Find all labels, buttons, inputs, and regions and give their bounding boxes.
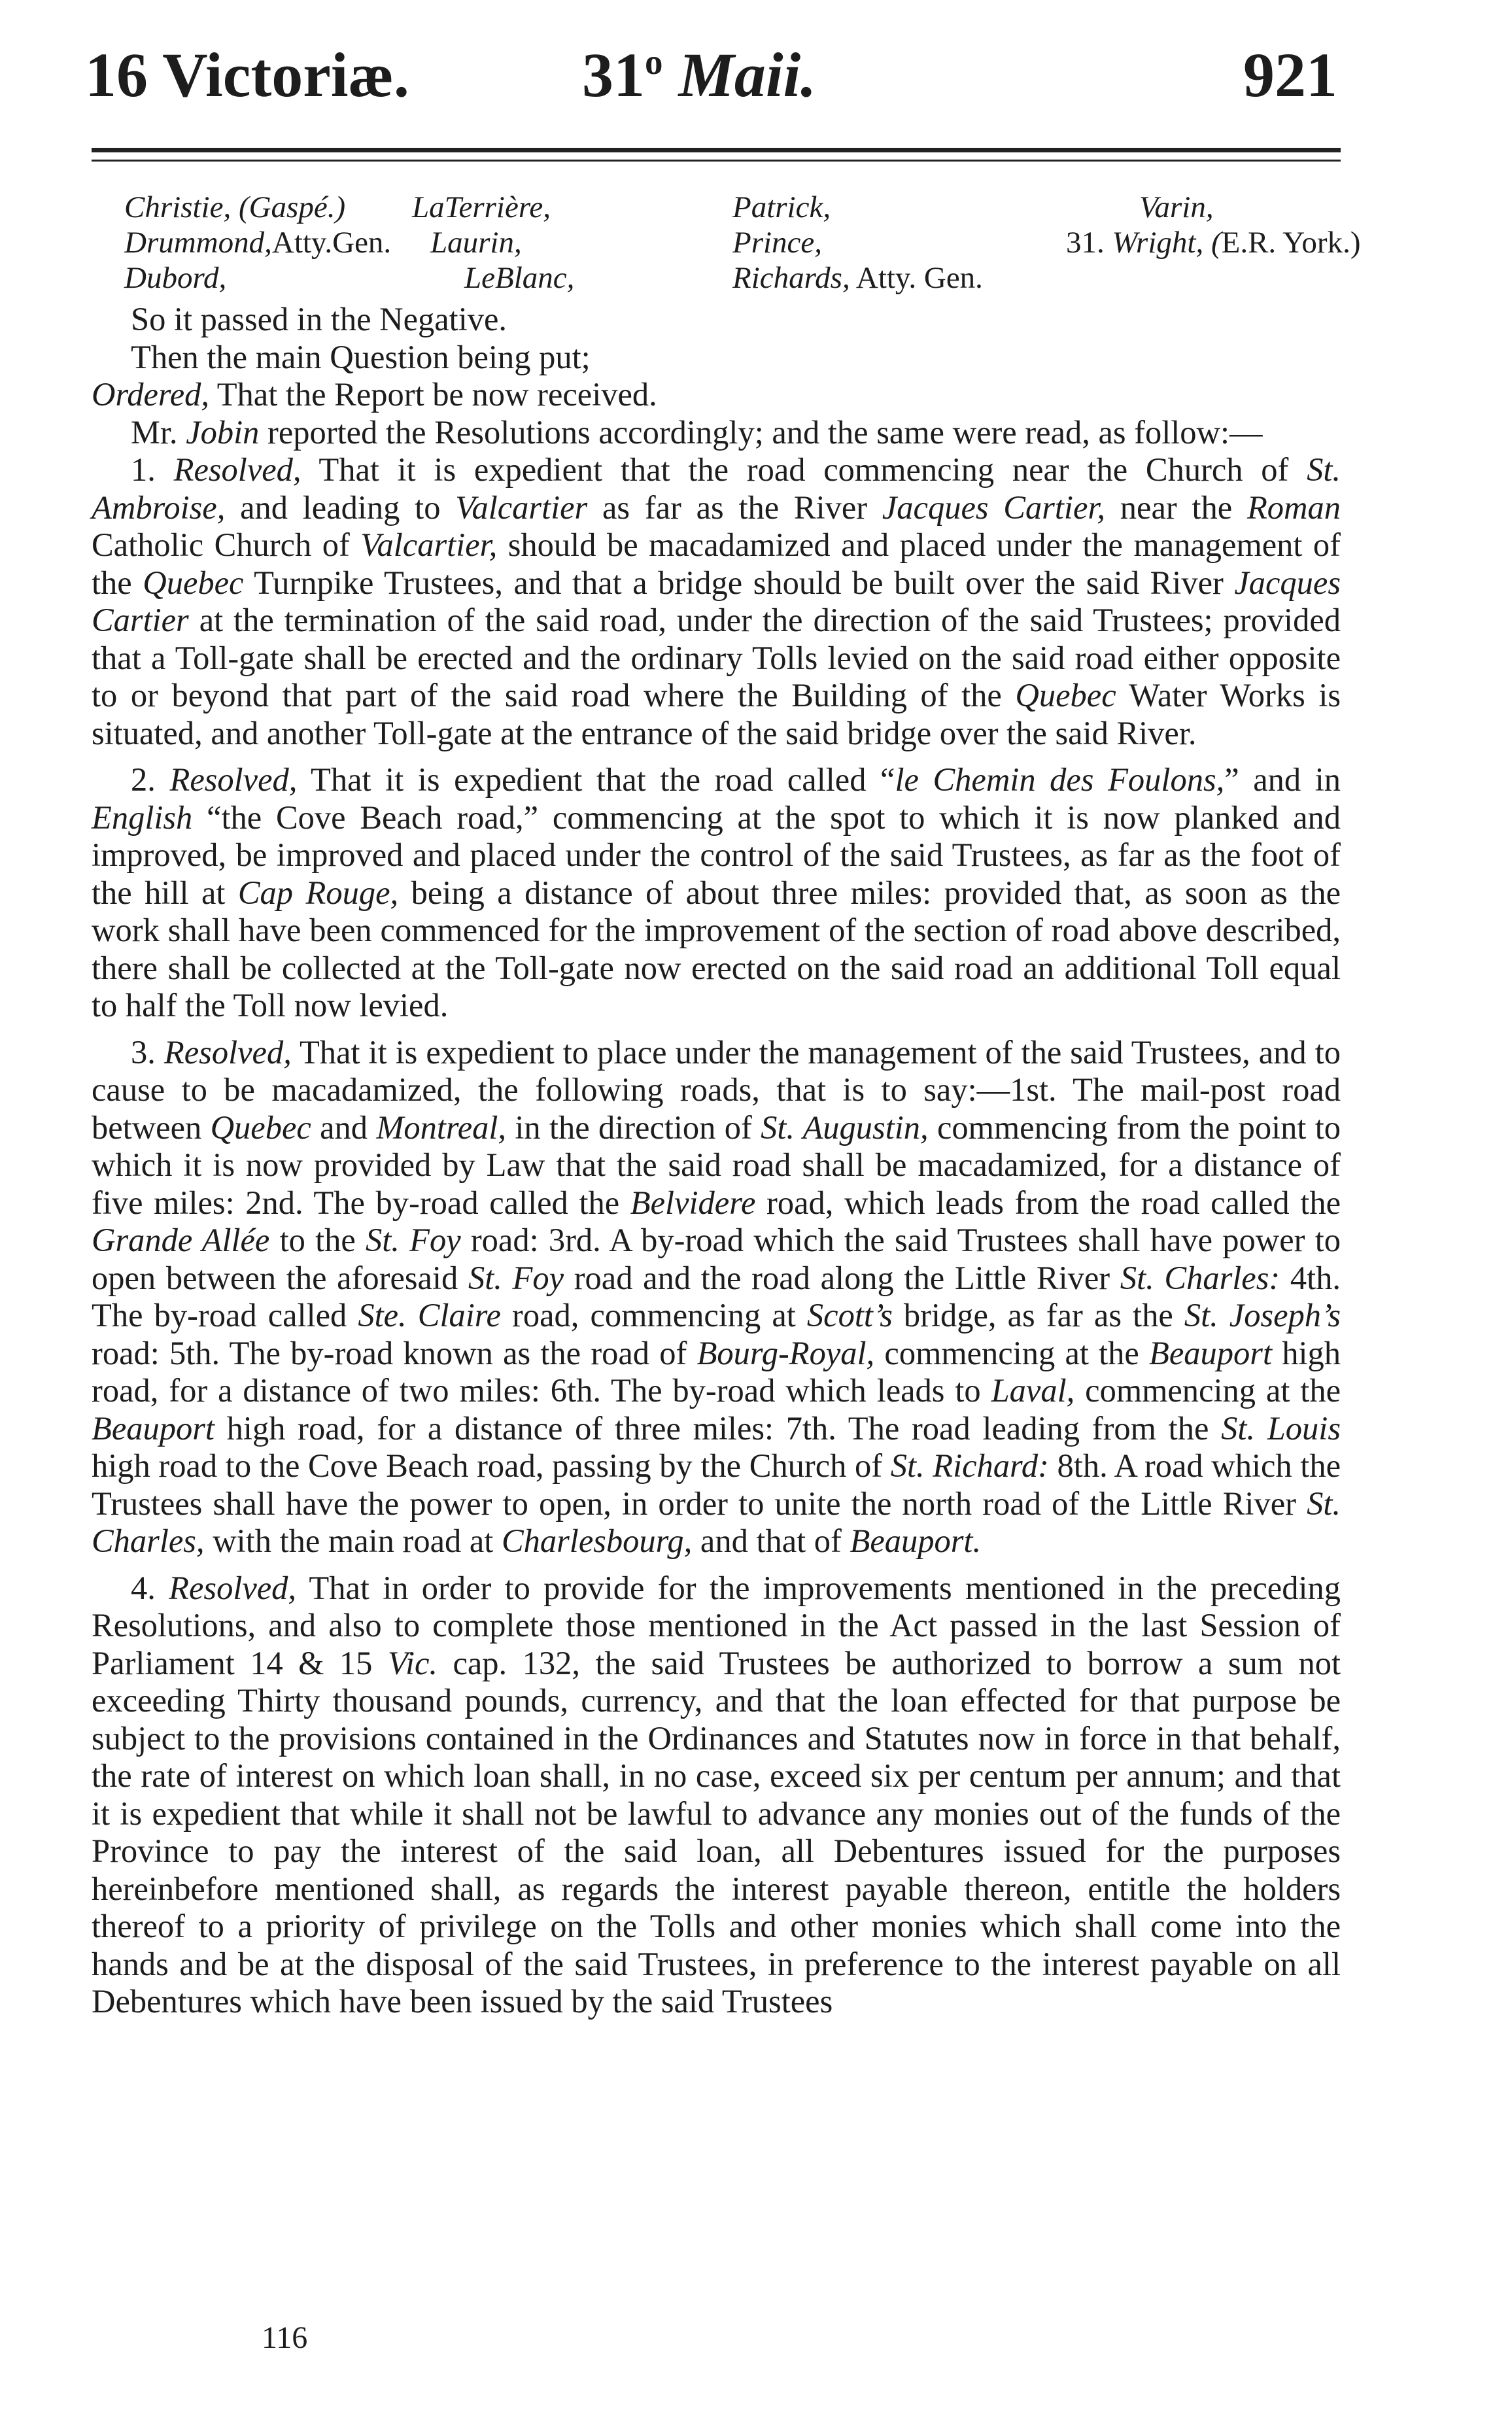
division-name: Drummond,Atty.Gen.	[124, 226, 392, 260]
resolution-4: 4. Resolved, That in order to provide for the improvements mentioned in the preceding Resolutions, and also to complete those mentioned in the Act passed in the last Session of Parliament 14 & 15 Vic. cap. 132, the said Trustees be authorized to borrow a sum not exceeding Thirty thousand pounds, currency, and that the loan effected for that purpose be subject to the provisions contained in the Ordinances and Statutes now in force in that behalf, the rate of interest on which loan shall, in no case, exceed six per centum per annum; and that it is expedient that while it shall not be lawful to advance any monies out of the funds of the Province to pay the interest of the said loan, all Debentures issued for the purposes hereinbefore mentioned shall, as regards the interest payable thereon, entitle the holders thereof to a priority of privilege on the Tolls and other monies which shall come into the hands and be at the disposal of the said Trustees, in preference to the interest payable on all Debentures which have been issued by the said Trustees	[92, 1569, 1341, 2020]
division-column-4	[1066, 190, 1361, 296]
division-name: LaTerrière,	[412, 190, 551, 224]
division-name: Patrick,	[732, 190, 831, 224]
division-name: Richards, Atty. Gen.	[732, 261, 983, 295]
header-rule-thick	[92, 148, 1341, 152]
division-name: 31. Wright, (E.R. York.)	[1066, 226, 1361, 260]
resolution-3: 3. Resolved, That it is expedient to place under the management of the said Trustees, and to cause to be macadamized, the following roads, that is to say:—1st. The mail-post road between Quebec and Montreal, in the direction of St. Augustin, commencing from the point to which it is now provided by Law that the said road shall be macadamized, for a distance of five miles: 2nd. The by-road called the Belvidere road, which leads from the road called the Grande Allée to the St. Foy road: 3rd. A by-road which the said Trustees shall have power to open between the aforesaid St. Foy road and the road along the Little River St. Charles: 4th. The by-road called Ste. Claire road, commencing at Scott’s bridge, as far as the St. Joseph’s road: 5th. The by-road known as the road of Bourg-Royal, commencing at the Beauport high road, for a distance of two miles: 6th. The by-road which leads to Laval, commencing at the Beauport high road, for a distance of three miles: 7th. The road leading from the St. Louis high road to the Cove Beach road, passing by the Church of St. Richard: 8th. A road which the Trustees shall have the power to open, in order to unite the north road of the Little River St. Charles, with the main road at Charlesbourg, and that of Beauport.	[92, 1033, 1341, 1559]
division-column-2	[373, 190, 687, 296]
signature-mark: 116	[262, 2320, 308, 2355]
header-month: Maii.	[678, 40, 817, 110]
page-number: 921	[1243, 40, 1337, 110]
division-name: Dubord,	[124, 261, 227, 295]
division-name: Prince,	[732, 226, 823, 260]
division-name	[1066, 260, 1354, 296]
running-header	[85, 26, 1337, 124]
division-name: Varin,	[1139, 190, 1214, 224]
negative-line: So it passed in the Negative.	[131, 301, 507, 337]
division-name: Laurin,	[430, 226, 522, 260]
report-paragraph: Mr. Jobin reported the Resolutions accordingly; and the same were read, as follow:—	[131, 413, 1263, 451]
resolution-2: 2. Resolved, That it is expedient that the road called “le Chemin des Foulons,” and in English “the Cove Beach road,” commencing at the spot to which it is now planked and improved, be improved and placed under the control of the said Trustees, as far as the foot of the hill at Cap Rouge, being a distance of about three miles: provided that, as soon as the work shall have been commenced for the improvement of the section of road above described, there shall be collected at the Toll-gate now erected on the said road an additional Toll equal to half the Toll now levied.	[92, 761, 1341, 1024]
division-name: LeBlanc,	[464, 261, 575, 295]
header-day: 31	[582, 40, 645, 110]
header-ordinal: o	[645, 42, 663, 82]
header-date	[582, 26, 816, 124]
header-regnal-year: 16 Victoriæ.	[85, 40, 409, 110]
journal-body	[92, 301, 1341, 2021]
division-name: Christie, (Gaspé.)	[124, 190, 346, 224]
division-column-3	[732, 190, 1073, 296]
resolution-1: 1. Resolved, That it is expedient that the road commencing near the Church of St. Ambroise, and leading to Valcartier as far as the River Jacques Cartier, near the Roman Catholic Church of Valcartier, should be macadamized and placed under the management of the Quebec Turnpike Trustees, and that a bridge should be built over the said River Jacques Cartier at the termination of the said road, under the direction of the said Trustees; provided that a Toll-gate shall be erected and the ordinary Tolls levied on the said road either opposite to or beyond that part of the said road where the Building of the Quebec Water Works is situated, and another Toll-gate at the entrance of the said bridge over the said River.	[92, 451, 1341, 751]
ordered-line: Ordered, That the Report be now received.	[92, 376, 657, 413]
division-column-1	[124, 190, 399, 296]
main-question-line: Then the main Question being put;	[131, 338, 591, 375]
header-rule-thin	[92, 160, 1341, 162]
